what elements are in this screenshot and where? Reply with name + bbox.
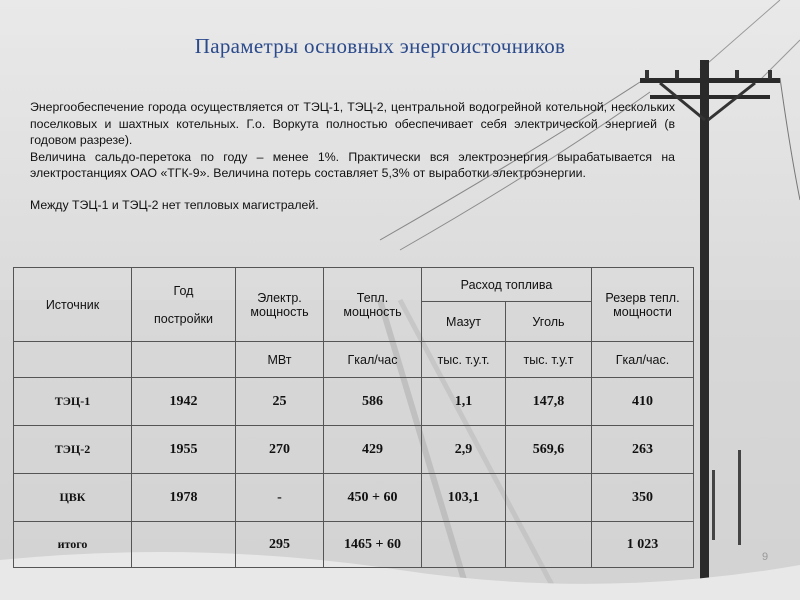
header-reserve: Резерв тепл. мощности <box>592 268 694 342</box>
units-cell: тыс. т.у.т. <box>422 342 506 378</box>
coal-cell: 147,8 <box>506 378 592 426</box>
source-cell: ТЭЦ-2 <box>14 426 132 474</box>
header-fuel: Расход топлива <box>422 268 592 302</box>
reserve-cell: 410 <box>592 378 694 426</box>
coal-cell <box>506 522 592 568</box>
mazut-cell <box>422 522 506 568</box>
header-year <box>132 268 236 342</box>
mazut-cell: 2,9 <box>422 426 506 474</box>
elec-cell: 270 <box>236 426 324 474</box>
mazut-cell: 1,1 <box>422 378 506 426</box>
reserve-cell: 350 <box>592 474 694 522</box>
units-cell: тыс. т.у.т <box>506 342 592 378</box>
header-elec: Электр. мощность <box>236 268 324 342</box>
intro-text <box>30 99 675 214</box>
table-header-row <box>14 268 694 302</box>
heat-cell: 450 + 60 <box>324 474 422 522</box>
year-cell: 1978 <box>132 474 236 522</box>
coal-cell: 569,6 <box>506 426 592 474</box>
units-cell: Гкал/час <box>324 342 422 378</box>
header-coal: Уголь <box>506 302 592 342</box>
table-row <box>14 426 694 474</box>
intro-paragraph: Между ТЭЦ-1 и ТЭЦ-2 нет тепловых магистралей. <box>30 197 319 212</box>
intro-paragraph: Энергообеспечение города осуществляется от ТЭЦ-1, ТЭЦ-2, центральной водогрейной котельной, нескольких поселковых и шахтных котельных. Г.о. Воркута полностью обеспечивает себя электрической энергией (в годовом разрезе). <box>30 100 675 148</box>
header-year-line2: постройки <box>153 311 214 326</box>
source-cell: ТЭЦ-1 <box>14 378 132 426</box>
mazut-cell: 103,1 <box>422 474 506 522</box>
header-source: Источник <box>14 268 132 342</box>
units-cell: Гкал/час. <box>592 342 694 378</box>
year-cell: 1955 <box>132 426 236 474</box>
units-cell <box>132 342 236 378</box>
coal-cell <box>506 474 592 522</box>
units-cell: МВт <box>236 342 324 378</box>
page-number: 9 <box>762 551 769 563</box>
energy-sources-table <box>13 267 694 568</box>
heat-cell: 586 <box>324 378 422 426</box>
heat-cell: 1465 + 60 <box>324 522 422 568</box>
header-heat: Тепл. мощность <box>324 268 422 342</box>
reserve-cell: 1 023 <box>592 522 694 568</box>
year-cell <box>132 522 236 568</box>
header-year-line1: Год <box>173 283 194 298</box>
table-units-row <box>14 342 694 378</box>
source-cell: ЦВК <box>14 474 132 522</box>
elec-cell: 25 <box>236 378 324 426</box>
units-cell <box>14 342 132 378</box>
elec-cell: - <box>236 474 324 522</box>
table-total-row <box>14 522 694 568</box>
source-cell: итого <box>14 522 132 568</box>
heat-cell: 429 <box>324 426 422 474</box>
table-row <box>14 378 694 426</box>
header-mazut: Мазут <box>422 302 506 342</box>
year-cell: 1942 <box>132 378 236 426</box>
intro-paragraph: Величина сальдо-перетока по году – менее 1%. Практически вся электроэнергия вырабатывается на электростанциях ОАО «ТГК-9». Величина потерь составляет 5,3% от выработки электроэнергии. <box>30 149 675 181</box>
slide-title: Параметры основных энергоисточников <box>194 34 566 58</box>
elec-cell: 295 <box>236 522 324 568</box>
table-row <box>14 474 694 522</box>
reserve-cell: 263 <box>592 426 694 474</box>
